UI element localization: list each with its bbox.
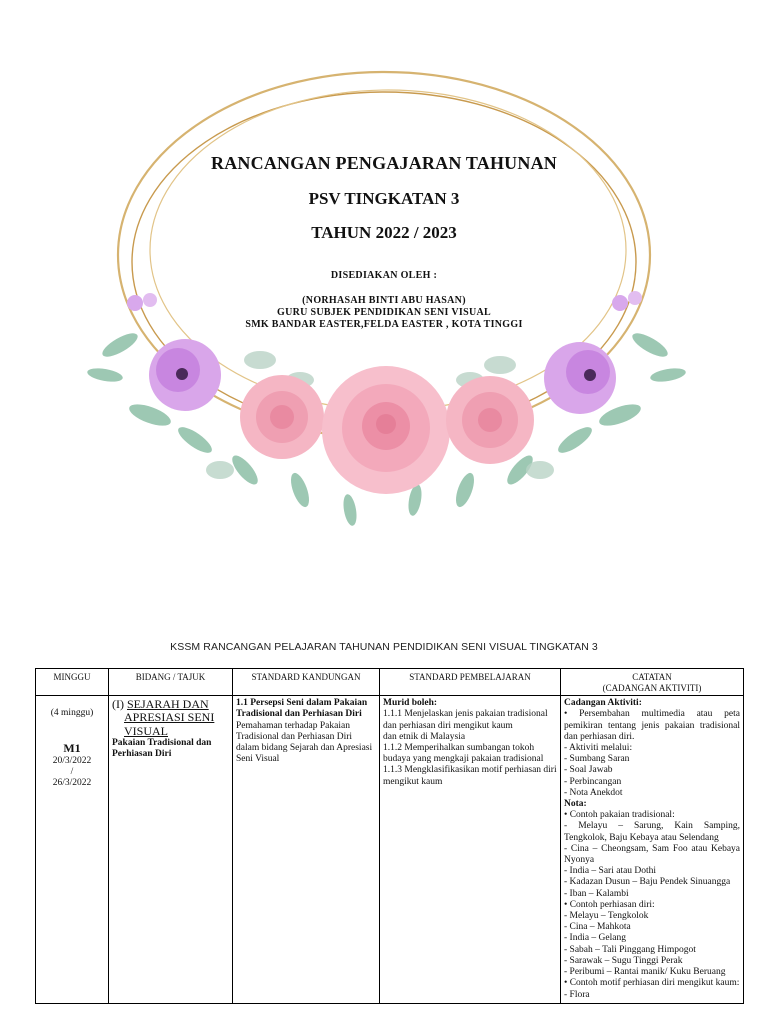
standard-kandungan-cell: [233, 696, 380, 1003]
sp-item: dan etnik di Malaysia: [383, 731, 466, 742]
catatan-item: - Soal Jawab: [564, 765, 613, 776]
table-row: [36, 696, 744, 1003]
nota-item: - Kadazan Dusun – Baju Pendek Sinuangga: [564, 877, 731, 888]
week-cell: [36, 696, 109, 1003]
sp-lead: Murid boleh:: [383, 698, 438, 709]
catatan-cell: [561, 696, 744, 1003]
lesson-plan-table: [35, 668, 744, 1004]
header-bidang: BIDANG / TAJUK: [109, 669, 233, 696]
nota-item: - India – Sari atau Dothi: [564, 866, 657, 877]
nota-item: - Iban – Kalambi: [564, 888, 629, 899]
bidang-title-a: SEJARAH DAN: [127, 697, 209, 712]
bidang-title-b: APRESIASI SENI: [124, 710, 215, 725]
table-header-row: [36, 669, 744, 696]
nota-item: - Melayu – Sarung, Kain Samping, Tengkolok, Baju Kebaya atau Selendang: [564, 821, 740, 843]
standard-pembelajaran-cell: [380, 696, 561, 1003]
nota-item: - Peribumi – Rantai manik/ Kuku Beruang: [564, 967, 726, 978]
sk-text: Pemahaman terhadap Pakaian Tradisional dan Perhiasan Diri dalam bidang Sejarah dan Apresiasi Seni Visual: [236, 720, 373, 765]
nota-item: • Contoh perhiasan diri:: [564, 899, 655, 910]
document-subtitle: KSSM RANCANGAN PELAJARAN TAHUNAN PENDIDIKAN SENI VISUAL TINGKATAN 3: [170, 641, 598, 653]
bidang-title-c: VISUAL: [124, 723, 168, 738]
cover-title-line-2: PSV TINGKATAN 3: [308, 189, 460, 208]
week-date-end: 26/3/2022: [52, 777, 92, 788]
week-number: M1: [63, 741, 81, 756]
sp-item: 1.1.2 Memperihalkan sumbangan tokoh budaya yang mengkaji pakaian tradisional: [383, 743, 544, 765]
catatan-item: - Aktiviti melalui:: [564, 743, 633, 754]
prepared-by-label: DISEDIAKAN OLEH :: [330, 270, 438, 281]
week-date-start: 20/3/2022: [52, 755, 92, 766]
sp-item: 1.1.3 Mengklasifikasikan motif perhiasan diri mengikut kaum: [383, 765, 557, 787]
nota-item: - Melayu – Tengkolok: [564, 911, 649, 922]
teacher-role: GURU SUBJEK PENDIDIKAN SENI VISUAL: [277, 307, 491, 318]
header-catatan-title: CATATAN: [632, 672, 672, 682]
nota-item: • Contoh pakaian tradisional:: [564, 810, 675, 821]
catatan-item: - Perbincangan: [564, 776, 622, 787]
catatan-lead: Cadangan Aktiviti:: [564, 698, 642, 709]
catatan-item: • Persembahan multimedia atau peta pemikiran tentang jenis pakaian tradisional dan perhiasan diri.: [564, 709, 740, 742]
week-date-separator: /: [70, 766, 74, 777]
nota-item: - Sarawak – Sugu Tinggi Perak: [564, 955, 683, 966]
bidang-heading: [112, 698, 229, 738]
week-duration: (4 minggu): [50, 708, 94, 719]
nota-item: - Cina – Cheongsam, Sam Foo atau Kebaya Nyonya: [564, 843, 740, 866]
header-catatan-subtitle: (CADANGAN AKTIVITI): [602, 682, 702, 693]
nota-item: • Contoh motif perhiasan diri mengikut kaum:: [564, 978, 740, 989]
nota-label: Nota:: [564, 799, 587, 810]
header-catatan: [561, 669, 744, 696]
catatan-item: - Sumbang Saran: [564, 754, 630, 765]
catatan-item: - Nota Anekdot: [564, 787, 623, 798]
header-standard-pembelajaran: STANDARD PEMBELAJARAN: [380, 669, 561, 696]
nota-item: - India – Gelang: [564, 933, 626, 944]
bidang-number: (I): [112, 697, 127, 712]
bidang-cell: [109, 696, 233, 1003]
header-minggu: MINGGU: [36, 669, 109, 696]
sp-item: 1.1.1 Menjelaskan jenis pakaian tradisional dan perhiasan diri mengikut kaum: [383, 709, 548, 731]
nota-item: - Cina – Mahkota: [564, 922, 631, 933]
bidang-topic: Pakaian Tradisional dan Perhiasan Diri: [112, 737, 212, 759]
cover-title-line-1: RANCANGAN PENGAJARAN TAHUNAN: [211, 153, 557, 173]
cover-title-line-3: TAHUN 2022 / 2023: [311, 223, 457, 242]
header-standard-kandungan: STANDARD KANDUNGAN: [233, 669, 380, 696]
nota-item: - Sabah – Tali Pinggang Himpogot: [564, 944, 696, 955]
nota-item: - Flora: [564, 989, 590, 1000]
teacher-name: (NORHASAH BINTI ABU HASAN): [302, 295, 466, 306]
school-name: SMK BANDAR EASTER,FELDA EASTER , KOTA TINGGI: [245, 319, 523, 330]
sk-code: 1.1 Persepsi Seni dalam Pakaian Tradisional dan Perhiasan Diri: [236, 698, 368, 720]
